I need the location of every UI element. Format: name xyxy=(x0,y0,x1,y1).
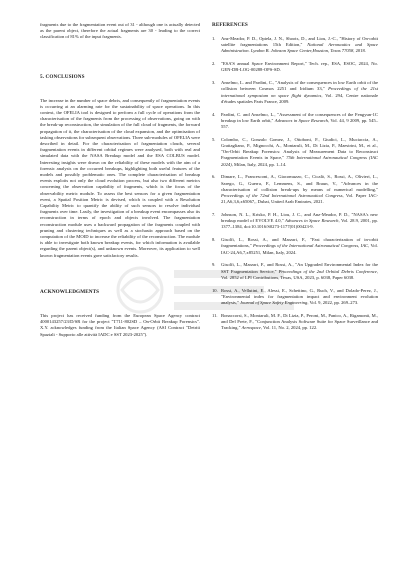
reference-details: , Vol. 294, Centre nationale d'études spatiales Paris France, 2009. xyxy=(221,92,379,104)
reference-number: 8. xyxy=(212,237,216,243)
reference-text: Bonaccorsi, S., Montaruli, M. F., Di Lizia, P., Peroni, M., Panico, A., Rigamonti, M., and Del Prete, F., "Conjunction Analysis Software Suite for Space Surveillance and Tracking," xyxy=(221,312,378,331)
reference-item xyxy=(212,112,378,131)
reference-text: Gisolfi, L., Marzari, F., and Rossi, A., "An Upgraded Environmental Index for the SST Fragmentation Service," xyxy=(221,262,378,274)
reference-number: 6. xyxy=(212,174,216,180)
reference-number: 3. xyxy=(212,80,216,86)
reference-number: 4. xyxy=(212,111,216,117)
conclusions-heading: 5. CONCLUSIONS xyxy=(40,73,85,80)
reference-text: Anselmo, L. and Pardini, C., "Analysis of the consequences in low Earth orbit of the collision between Cosmos 2251 and Iridium 33," xyxy=(221,80,378,92)
reference-number: 7. xyxy=(212,212,216,218)
reference-venue: Aerospace xyxy=(241,325,261,331)
reference-item xyxy=(212,36,378,55)
reference-details: , Vol. Paper IAC-21,A6,3,6,x65067,, Dubai, United Arab Emirates, 2021. xyxy=(221,193,378,205)
reference-venue: Journal of Space Safety Engineering xyxy=(239,300,308,306)
left-column xyxy=(40,22,200,338)
reference-details: , Milan, Italy, 2024, pp. 1–14. xyxy=(231,161,287,167)
reference-item xyxy=(212,61,378,73)
acknowledgments-paragraph: This project has received funding from the European Space Agency contract 4000143257/23/D/SR for the project "T711-802SD – On-Orbit Breakup Forensics". X.Y. acknowledges funding from the Italian Space Agency (ASI Contract "Detriti Spaziali - Supporto alle attività IADC e SST 2023-2025"). xyxy=(40,312,200,337)
reference-item xyxy=(212,212,378,231)
reference-venue: National Aeronautics and Space Administration. Lyndon B. Johnson Space Center,Houston, Texas 77058 xyxy=(221,42,378,54)
intro-paragraph: fragments due to the fragmentation event out of 31 - although one is actually detected as the parent object, therefore the actual fragments are 30 - leading to the correct classification of 81% of the input fragments. xyxy=(40,22,200,40)
reference-venue: Advances in Space Research xyxy=(285,218,339,224)
reference-details: , Vol. IAC-24,A6,7,x85251, Milan, Italy, 2024. xyxy=(221,243,378,255)
reference-details: , Vol. 28.9, 2001, pp. 1377–1384, doi:10.1016/S0273-1177(01)00423-9. xyxy=(221,218,379,230)
reference-text: Anz-Meador, P. D., Opiela, J. N., Shoots, D., and Liou, J.-C., "History of On-orbit satellite fragmentations 15th Edition," xyxy=(221,36,378,48)
reference-venue: 75th International Astronautical Congress (IAC 2024) xyxy=(221,155,378,167)
reference-number: 5. xyxy=(212,136,216,142)
reference-text: Colombo, C., Gonzalo Gomez, J., Ottoboni, F., Giudici, L., Muciaccia, A., Grattagliano, P., Mignocchi, A., Montaruli, M., Di Lizia, P., Maestrini, M., et al., "On-Orbit Breakup Forensics: Analysis of Measurement Data to Reconstruct Fragmentation Events in Space," xyxy=(221,136,378,161)
reference-item xyxy=(212,313,378,332)
reference-text: Pardini, C. and Anselmo, L., "Assessment of the consequences of the Fengyun-1C breakup in low Earth orbit," xyxy=(221,111,378,123)
reference-item xyxy=(212,174,378,205)
reference-number: 10. xyxy=(212,287,218,293)
reference-text: "ESA'S annual Space Environment Report," Tech. rep., ESA, ESOC, 2024, No. GEN-DB-LOG-00288-OPS-SD. xyxy=(221,61,378,73)
reference-venue: Advances in Space Research xyxy=(274,117,328,123)
conclusions-paragraph: The increase in the number of space debris, and consequently of fragmentation events is occurring at an alarming rate for the sustainability of space operations. In this context, the OFELIA tool is designed to perform a full cycle of operations from the characterisation of the fragments from the processing of observations, going on with the break-up reconstruction, the simulation of the full cloud of fragments, the forward propagation of it, the characterisation of the cloud expansion, and the optimisation of tasking observations for subsequent observations. Three sub-modules of OFELIA were described in detail. For the characterisation of fragmentation clouds, several fragmentation events in different orbital regimes were analysed, both with real and simulated data with the NASA Breakup model and the ESA COLBUS model. Interesting insights were drawn on the reliability of these models with the aim of a forensic analysis on the occurred breakups, highlighting both useful features of the models and possibly problematic ones. The complete characterisation of breakup events exploits not only the cloud evolution process, but also two different metrics concerning the observation capability of fragments, which is the focus of the observability metric module. To assess the best sensors for a given fragmentation event, a Spatial Position Metric is devised, which is coupled with a Resolution Capability Metric to quantify the ability of such sensors to resolve individual fragments over time. Lastly, the investigation of a breakup event encompasses also its reconstruction in terms of epoch and objects involved. The fragmentation reconstruction module uses a backward propagation of the fragments coupled with pruning and clustering techniques as well as a stochastic approach based on the computation of the MOID to increase the reliability of the reconstruction. The module is able to investigate both known breakup events, for which information is available regarding the parent object(s), and unknown events. Moreover, its application to well known fragmentation events gave satisfactory results. xyxy=(40,97,200,258)
reference-number: 11. xyxy=(212,312,218,318)
references-heading: REFERENCES xyxy=(212,22,248,28)
reference-item xyxy=(212,80,378,105)
reference-text: Gisolfi, L., Rossi, A., and Marzari, F., "Fast characterization of in-orbit fragmentations," xyxy=(221,237,378,249)
reference-item xyxy=(212,237,378,256)
reference-number: 1. xyxy=(212,36,216,41)
right-column xyxy=(212,22,378,338)
reference-venue: Proceedings of the 21st international symposium on space flight dynamics xyxy=(221,86,378,98)
references-list xyxy=(212,36,378,331)
reference-venue: Proceedings of the International Astronautical Congress, IAC xyxy=(252,243,369,249)
reference-details: , Vol. 2852 of LPI Contributions, Texas, USA, 2023, p. 6038, Paper 6038. xyxy=(221,268,378,280)
acknowledgments-heading: ACKNOWLEDGMENTS xyxy=(40,288,100,295)
reference-text: Dimare, L., Francesconi, A., Giacomuzzo, C., Cicalò, S., Rossi, A., Olivieri, L., Sarego, G., Guerra, F., Lemmens, S., and Braun, V., "Advances in the characterisation of collision break-ups by means of numerical modelling," xyxy=(221,174,378,192)
reference-text: Rossi, A., Vellutini, E., Alessi, E., Schettino, G., Ruch, V., and Dolado-Perez, J., "Environmental index for fragmentation impact and environment evolution analysis," xyxy=(221,287,378,306)
reference-text: Johnson, N. L., Krisko, P. H., Liou, J. C., and Anz-Meador, P. D., "NASA's new breakup model of EVOLVE 4.0," xyxy=(221,212,378,224)
reference-details: , 2018. xyxy=(353,48,366,54)
reference-item xyxy=(212,262,378,281)
reference-number: 2. xyxy=(212,61,216,67)
reference-details: , Vol. 44, 9 2009, pp. 545–557. xyxy=(221,117,378,130)
reference-venue: Proceedings of the 2nd Orbital Debris Conference xyxy=(278,268,377,274)
reference-number: 9. xyxy=(212,262,216,268)
reference-details: , Vol. 9, 2022, pp. 269–273. xyxy=(307,300,359,306)
reference-item xyxy=(212,288,378,307)
reference-item xyxy=(212,137,378,168)
reference-venue: Proceedings of the 72nd International Astronautical Congress xyxy=(221,193,343,199)
reference-details: , Vol. 11, No. 2, 2024, pp. 122. xyxy=(260,325,318,331)
